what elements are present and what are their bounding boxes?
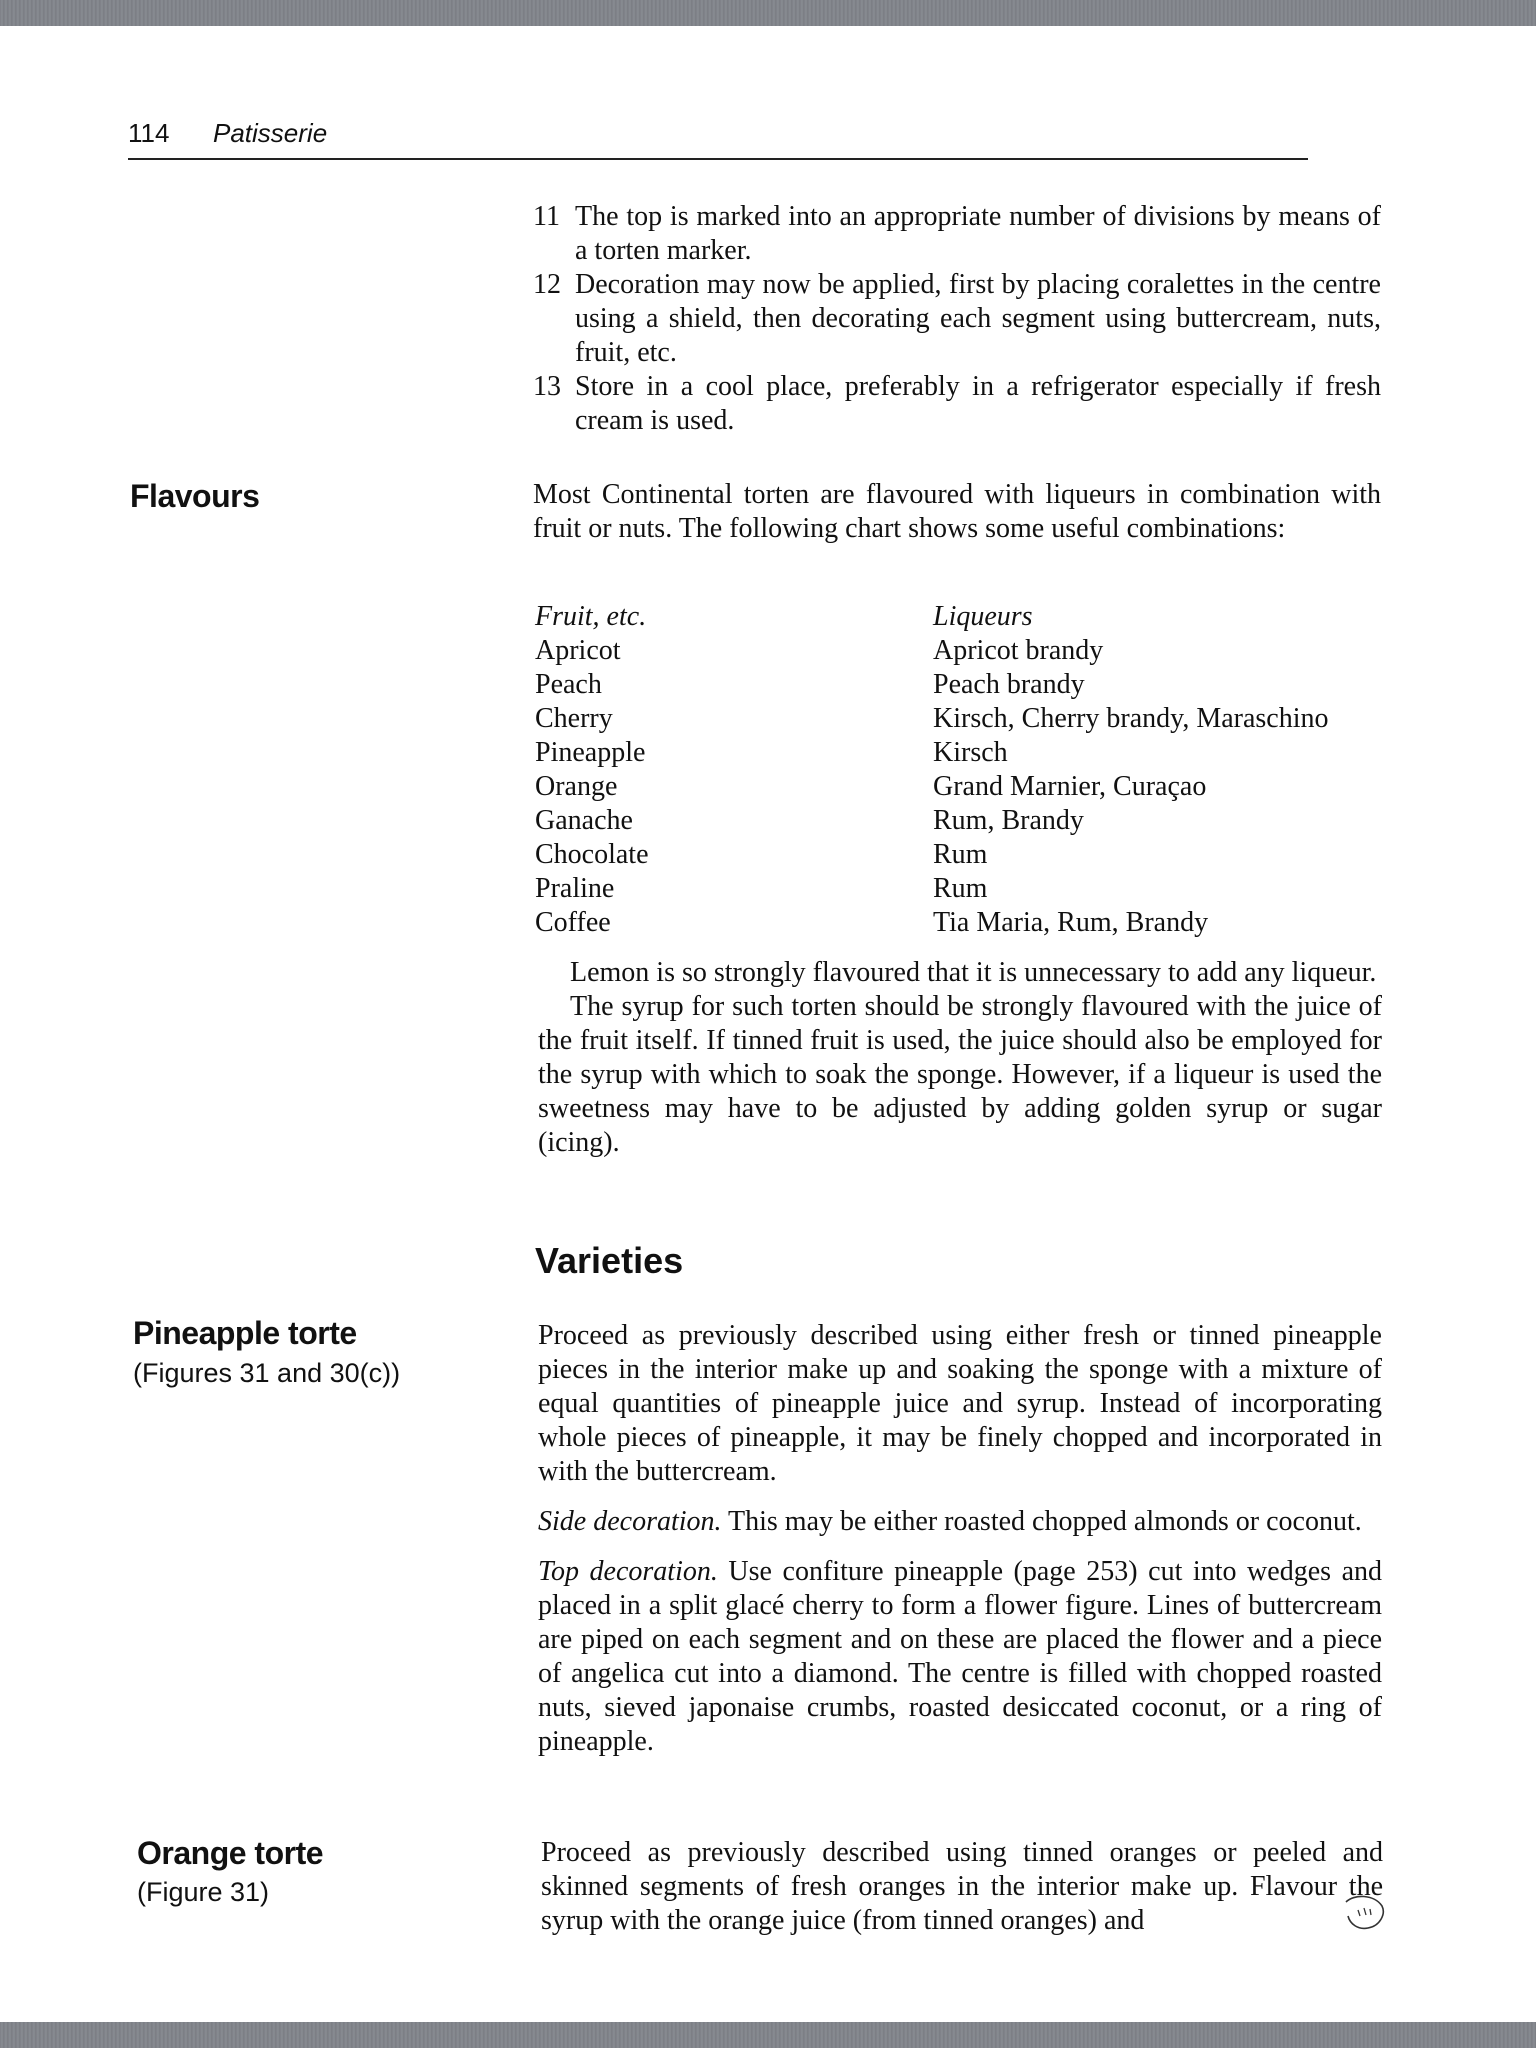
step-number: 11	[533, 201, 560, 232]
chart-row	[535, 770, 1395, 804]
page-number: 114	[128, 118, 170, 148]
steps-list	[533, 200, 1381, 438]
top-decoration-text: Use confiture pineapple (page 253) cut into wedges and placed in a split glacé cherry to form a flower figure. Lines of buttercream are piped on each segment and on these are placed the flower and a piece of angelica cut into a diamond. The centre is filled with chopped roasted nuts, sieved japonaise crumbs, roasted desiccated coconut, or a ring of pineapple.	[538, 1556, 1383, 1757]
top-decoration-label: Top decoration.	[538, 1556, 718, 1587]
running-head: Patisserie	[213, 118, 328, 148]
pineapple-method: Proceed as previously described using either fresh or tinned pineapple pieces in the interior make up and soaking the sponge with a mixture of equal quantities of pineapple juice and syrup. Instead of incorporating whole pieces of pineapple, it may be finely chopped and incorporated in with the buttercream.	[538, 1320, 1382, 1487]
chart-liqueur: Rum, Brandy	[933, 805, 1084, 836]
chart-liqueur: Peach brandy	[933, 669, 1085, 700]
chart-row	[535, 668, 1395, 702]
chart-fruit: Ganache	[535, 805, 633, 836]
chart-liqueur: Rum	[933, 873, 988, 904]
chart-fruit: Coffee	[535, 907, 611, 938]
chart-fruit: Chocolate	[535, 839, 649, 870]
chart-fruit: Apricot	[535, 635, 621, 666]
chart-liqueur: Grand Marnier, Curaçao	[933, 771, 1207, 802]
varieties-heading: Varieties	[535, 1240, 684, 1281]
chart-row	[535, 906, 1395, 940]
chart-liqueur: Tia Maria, Rum, Brandy	[933, 907, 1209, 938]
page-header	[128, 118, 1308, 160]
pineapple-torte-figure-ref: (Figures 31 and 30(c))	[133, 1358, 401, 1388]
step-text: Decoration may now be applied, first by placing coralettes in the centre using a shield, then decorating each segment using buttercream, nuts, fruit, etc.	[575, 269, 1381, 368]
pineapple-side-decoration	[538, 1505, 1382, 1539]
chart-row	[535, 804, 1395, 838]
chart-fruit: Praline	[535, 873, 615, 904]
chart-header-fruit: Fruit, etc.	[535, 601, 647, 632]
step-text: The top is marked into an appropriate number of divisions by means of a torten marker.	[575, 201, 1381, 266]
step-item	[533, 370, 1381, 438]
chart-fruit: Orange	[535, 771, 618, 802]
page-curl-icon[interactable]	[1340, 1888, 1388, 1936]
orange-torte-heading: Orange torte	[137, 1835, 324, 1871]
chart-row	[535, 872, 1395, 906]
chart-header-liqueur: Liqueurs	[933, 601, 1033, 632]
chart-fruit: Peach	[535, 669, 602, 700]
flavour-chart	[535, 600, 1395, 940]
chart-row	[535, 702, 1395, 736]
step-item	[533, 268, 1381, 370]
flavours-heading: Flavours	[130, 478, 260, 514]
chart-row	[535, 634, 1395, 668]
chart-fruit: Pineapple	[535, 737, 646, 768]
chart-row	[535, 736, 1395, 770]
step-text: Store in a cool place, preferably in a refrigerator especially if fresh cream is used.	[575, 371, 1381, 436]
orange-torte-figure-ref: (Figure 31)	[137, 1877, 270, 1907]
chart-header-row	[535, 600, 1395, 634]
step-number: 13	[533, 371, 561, 402]
pineapple-top-decoration	[538, 1555, 1382, 1759]
chart-liqueur: Rum	[933, 839, 988, 870]
syrup-paragraph: The syrup for such torten should be strongly flavoured with the juice of the fruit itself. If tinned fruit is used, the juice should also be employed for the syrup with which to soak the sponge. However, if a liqueur is used the sweetness may have to be adjusted by adding golden syrup or sugar (icing).	[538, 991, 1382, 1158]
chart-liqueur: Kirsch, Cherry brandy, Maraschino	[933, 703, 1329, 734]
viewer-bottom-bar	[0, 2022, 1536, 2048]
chart-liqueur: Apricot brandy	[933, 635, 1104, 666]
step-item	[533, 200, 1381, 268]
flavours-intro: Most Continental torten are flavoured with liqueurs in combination with fruit or nuts. The following chart shows some useful combinations:	[533, 479, 1381, 544]
side-decoration-text: This may be either roasted chopped almonds or coconut.	[721, 1506, 1362, 1537]
step-number: 12	[533, 269, 561, 300]
lemon-paragraph: Lemon is so strongly flavoured that it is unnecessary to add any liqueur.	[570, 957, 1377, 988]
viewer-top-bar	[0, 0, 1536, 26]
side-decoration-label: Side decoration.	[538, 1506, 722, 1537]
chart-liqueur: Kirsch	[933, 737, 1008, 768]
pineapple-torte-text	[538, 1319, 1382, 1775]
chart-fruit: Cherry	[535, 703, 613, 734]
chart-row	[535, 838, 1395, 872]
orange-method: Proceed as previously described using tinned oranges or peeled and skinned segments of fresh oranges in the interior make up. Flavour the syrup with the orange juice (from tinned oranges) and	[541, 1837, 1383, 1936]
flavours-notes	[538, 956, 1382, 1160]
pineapple-torte-heading: Pineapple torte	[133, 1315, 357, 1351]
